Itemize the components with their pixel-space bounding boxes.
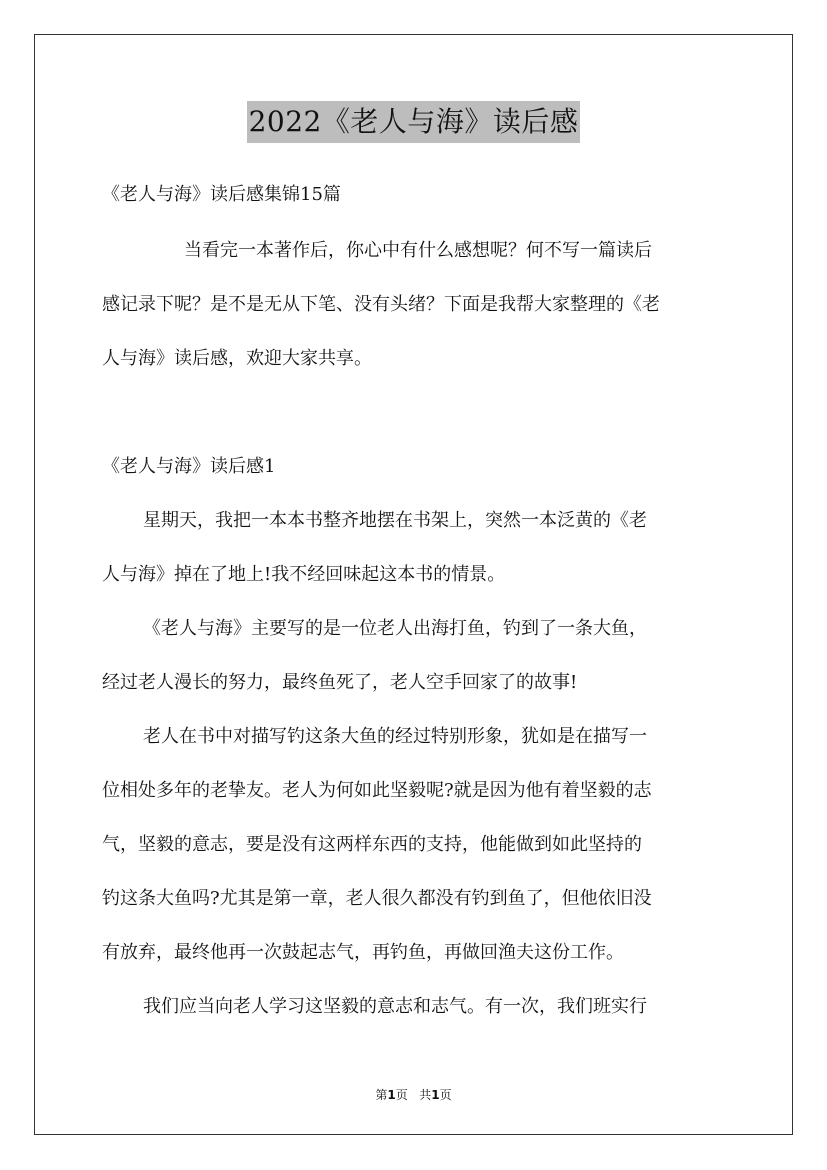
intro-line-2: 感记录下呢？是不是无从下笔、没有头绪？下面是我帮大家整理的《老 bbox=[102, 294, 660, 315]
p1-line-1: 星期天，我把一本本书整齐地摆在书架上，突然一本泛黄的《老 bbox=[143, 510, 647, 531]
p2-line-1: 《老人与海》主要写的是一位老人出海打鱼，钓到了一条大鱼， bbox=[143, 618, 647, 639]
p3-line-5: 有放弃，最终他再一次鼓起志气，再钓鱼，再做回渔夫这份工作。 bbox=[102, 942, 624, 963]
page-footer bbox=[0, 1086, 827, 1103]
intro-line-3: 人与海》读后感，欢迎大家共享。 bbox=[102, 348, 372, 369]
footer-page-current: 1 bbox=[387, 1088, 396, 1102]
p1-line-2: 人与海》掉在了地上!我不经回味起这本书的情景。 bbox=[102, 564, 506, 585]
section-heading: 《老人与海》读后感1 bbox=[102, 456, 276, 477]
intro-line-1: 当看完一本著作后，你心中有什么感想呢？何不写一篇读后 bbox=[184, 240, 652, 261]
footer-page-suffix: 页 bbox=[395, 1088, 408, 1102]
p3-line-3: 气，坚毅的意志，要是没有这两样东西的支持，他能做到如此坚持的 bbox=[102, 834, 642, 855]
footer-total-suffix: 页 bbox=[439, 1088, 452, 1102]
p3-line-4: 钓这条大鱼吗?尤其是第一章，老人很久都没有钓到鱼了，但他依旧没 bbox=[102, 888, 652, 909]
p4-line-1: 我们应当向老人学习这坚毅的意志和志气。有一次，我们班实行 bbox=[143, 996, 647, 1017]
document-title: 2022《老人与海》读后感 bbox=[247, 101, 581, 143]
footer-page-prefix: 第 bbox=[375, 1088, 388, 1102]
title-container bbox=[0, 101, 827, 143]
p2-line-2: 经过老人漫长的努力，最终鱼死了，老人空手回家了的故事! bbox=[102, 672, 578, 693]
footer-page-total: 1 bbox=[431, 1088, 440, 1102]
p3-line-2: 位相处多年的老挚友。老人为何如此坚毅呢?就是因为他有着坚毅的志 bbox=[102, 780, 652, 801]
p3-line-1: 老人在书中对描写钓这条大鱼的经过特别形象，犹如是在描写一 bbox=[143, 726, 647, 747]
footer-total-prefix: 共 bbox=[419, 1088, 432, 1102]
document-subtitle: 《老人与海》读后感集锦15篇 bbox=[102, 184, 341, 205]
